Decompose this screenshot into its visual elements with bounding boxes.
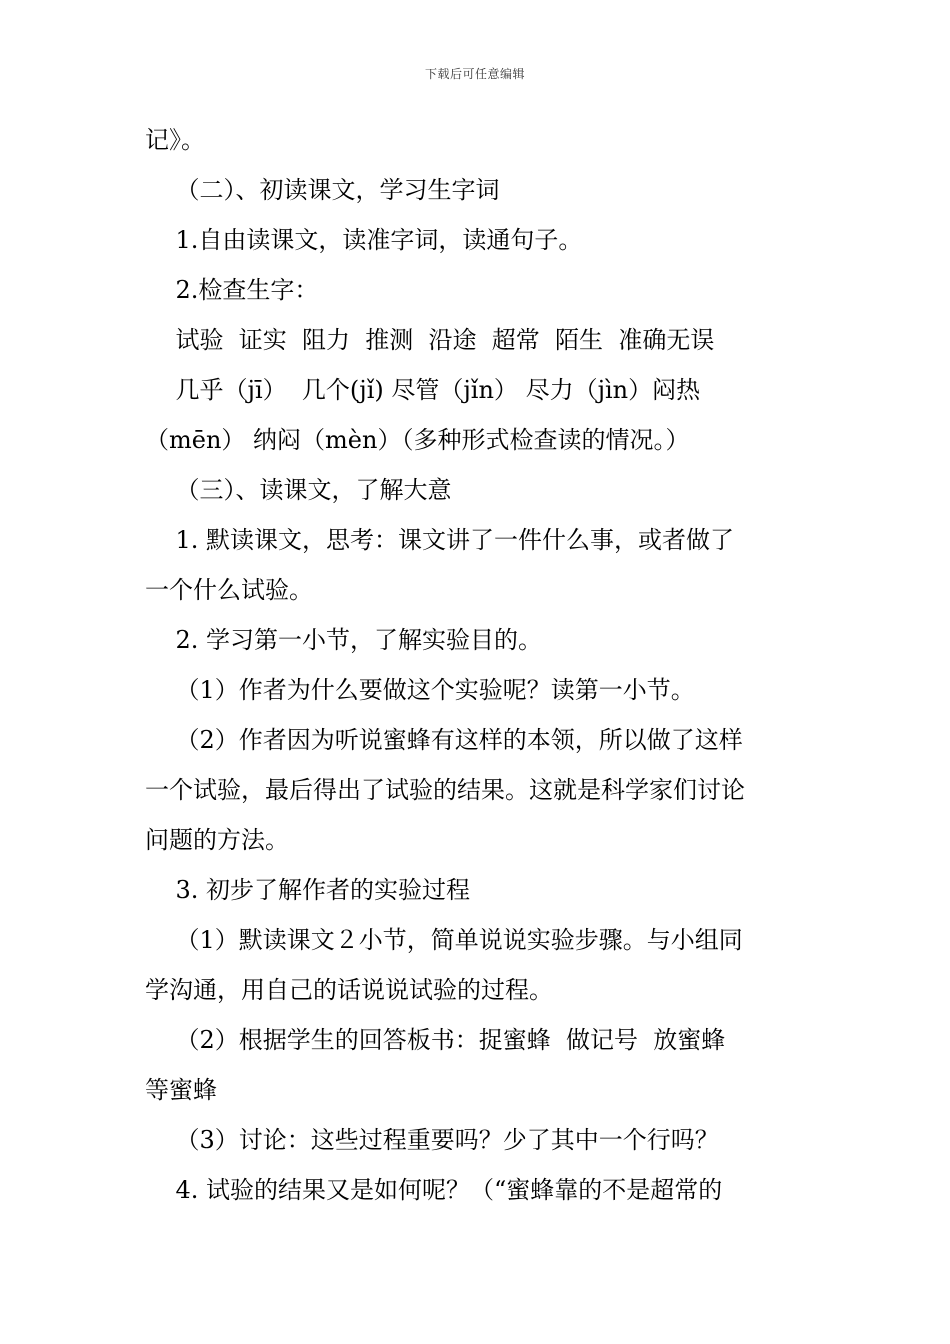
text-line: （1）默读课文２小节，简单说说实验步骤。与小组同 [145, 926, 743, 954]
text-line: （2）根据学生的回答板书：捉蜜蜂 做记号 放蜜蜂 [145, 1026, 726, 1054]
text-line: 问题的方法。 [145, 826, 289, 854]
text-line: 2. 学习第一小节，了解实验目的。 [145, 626, 543, 654]
text-line: （2）作者因为听说蜜蜂有这样的本领，所以做了这样 [145, 726, 743, 754]
text-line: 2.检查生字： [145, 276, 319, 304]
text-line: 学沟通，用自己的话说说试验的过程。 [145, 976, 553, 1004]
text-line: 记》。 [145, 126, 205, 154]
text-line: 等蜜蜂 [145, 1076, 217, 1104]
text-line: 一个什么试验。 [145, 576, 313, 604]
text-line: 一个试验，最后得出了试验的结果。这就是科学家们讨论 [145, 776, 745, 804]
text-line: 1.自由读课文，读准字词，读通句子。 [145, 226, 583, 254]
page-header: 下载后可任意编辑 [424, 67, 525, 81]
text-line: 1. 默读课文，思考：课文讲了一件什么事，或者做了 [145, 526, 735, 554]
text-line: 3. 初步了解作者的实验过程 [145, 876, 471, 904]
section-heading: （二）、初读课文，学习生字词 [145, 176, 500, 204]
vocab-line: （mēn） 纳闷（mèn）（多种形式检查读的情况。） [145, 426, 690, 454]
vocab-line: 几乎（jī） 几个(jǐ) 尽管（jǐn） 尽力（jìn）闷热 [145, 376, 701, 404]
text-line: （1）作者为什么要做这个实验呢？读第一小节。 [145, 676, 695, 704]
section-heading: （三）、读课文，了解大意 [145, 476, 452, 504]
vocab-line: 试验 证实 阻力 推测 沿途 超常 陌生 准确无误 [145, 326, 715, 354]
text-line: （3）讨论：这些过程重要吗？少了其中一个行吗？ [145, 1126, 719, 1154]
text-line: 4. 试验的结果又是如何呢？（“蜜蜂靠的不是超常的 [145, 1176, 723, 1204]
